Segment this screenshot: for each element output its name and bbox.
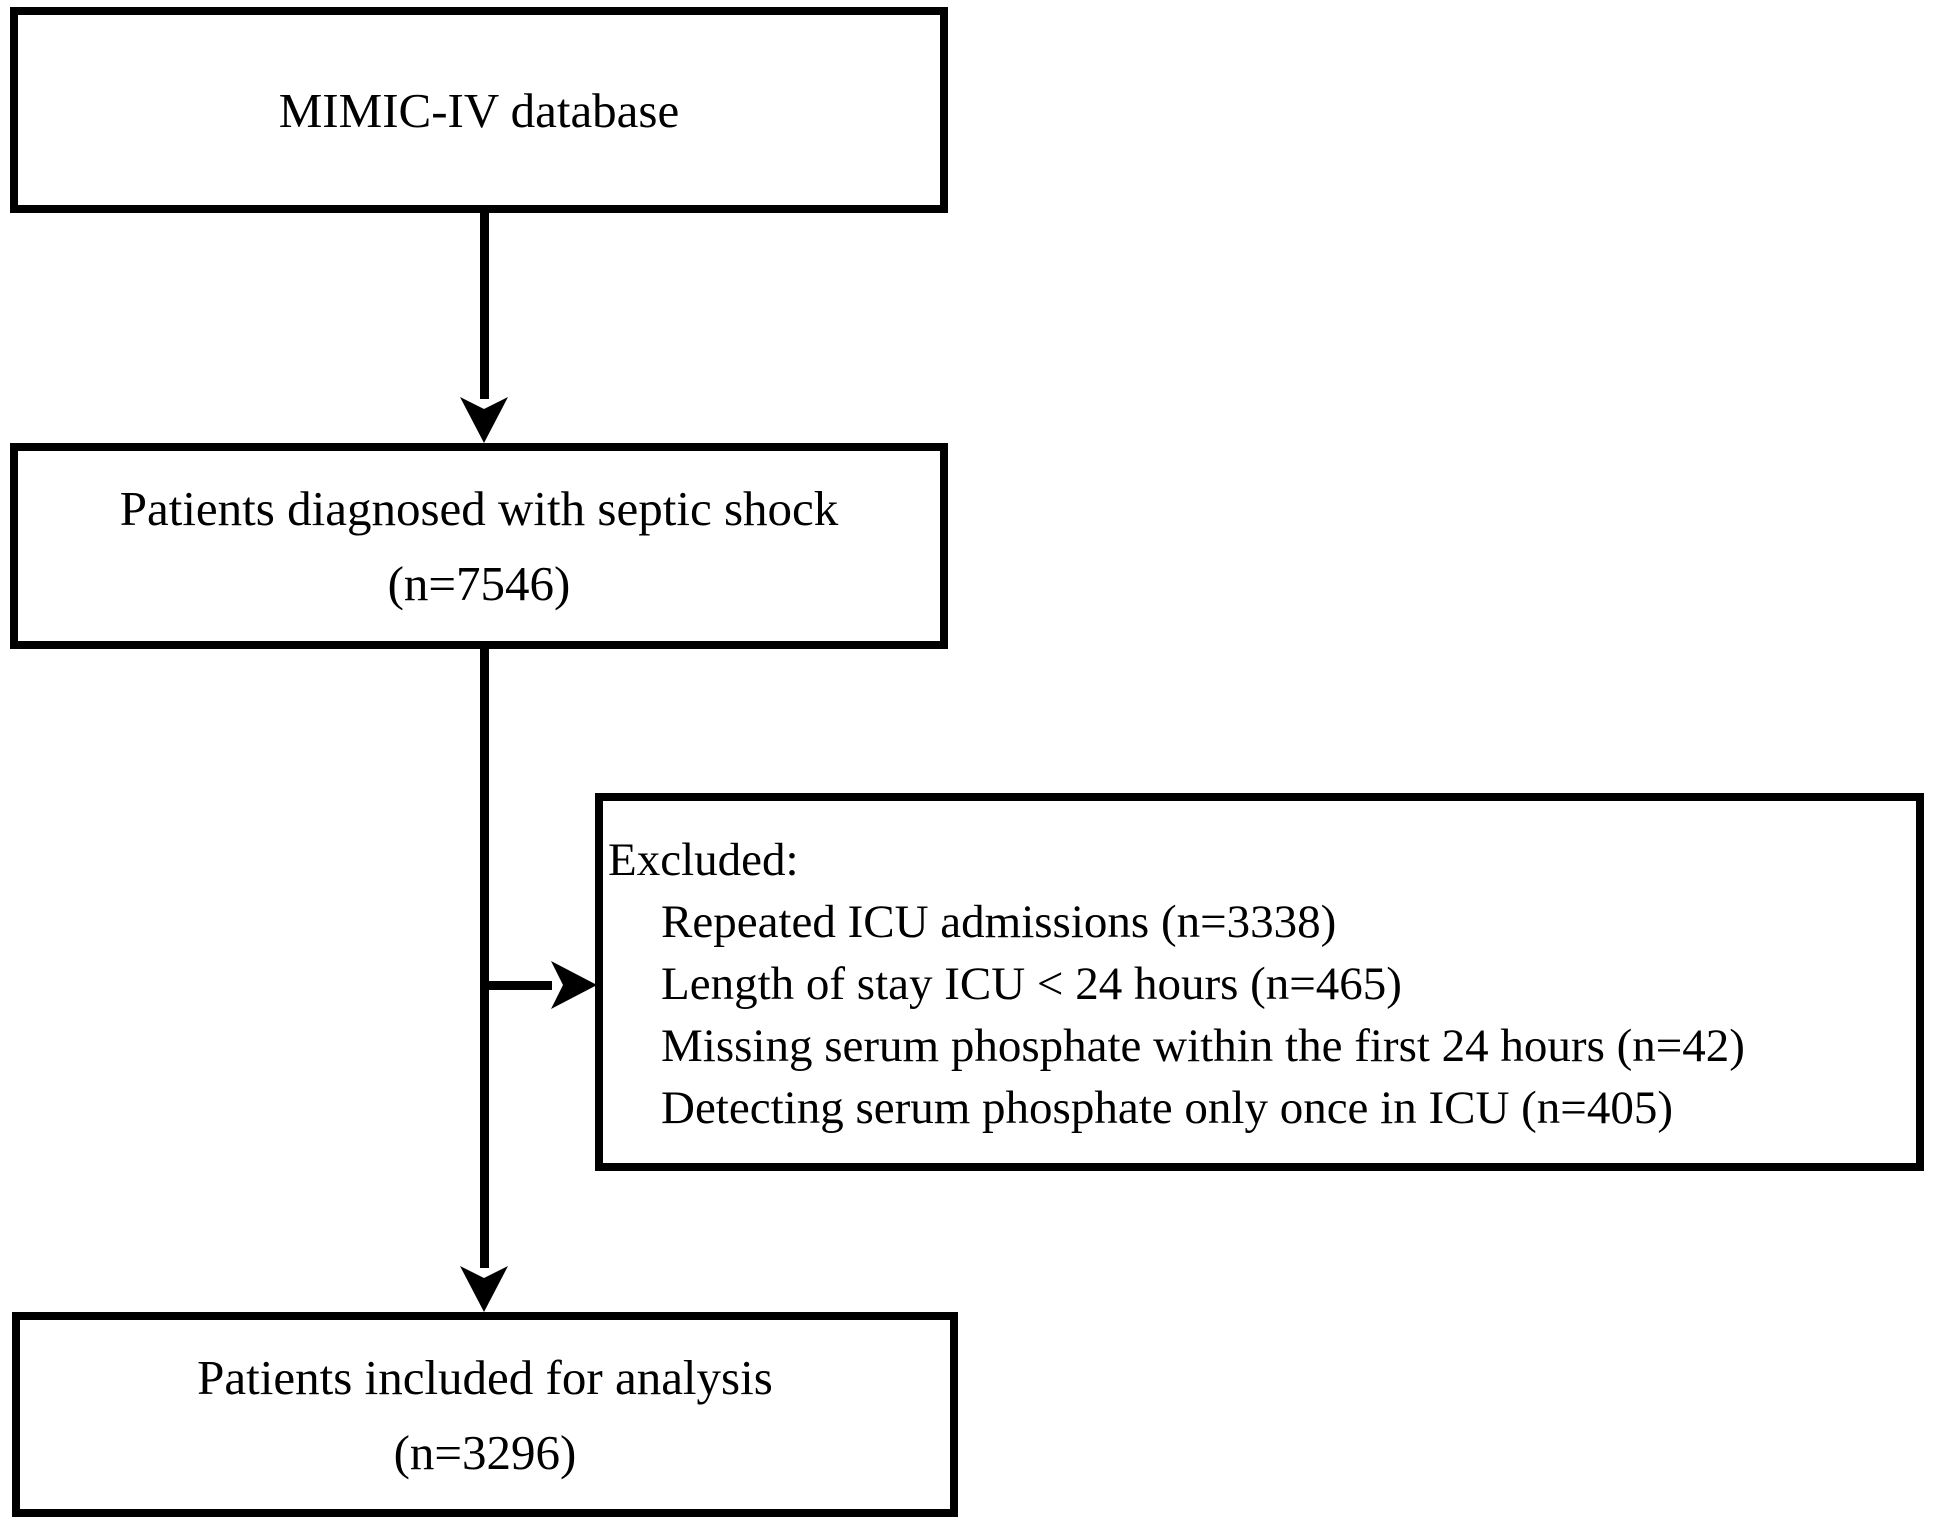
septic-shock-label: Patients diagnosed with septic shock: [119, 481, 839, 536]
flow-box-septic-shock: [10, 443, 948, 649]
arrowhead-down-icon: [460, 397, 508, 443]
arrowhead-down-icon: [460, 1266, 508, 1312]
flow-box-mimic-database: [10, 7, 948, 213]
septic-shock-count: (n=7546): [387, 556, 571, 611]
excluded-title: Excluded:: [608, 834, 799, 886]
arrowhead-right-icon: [551, 961, 599, 1007]
excluded-item-single-phosphate: Detecting serum phosphate only once in ICU (n=405): [661, 1082, 1673, 1134]
included-label: Patients included for analysis: [197, 1349, 773, 1405]
arrow-line-branch-to-excluded: [484, 981, 552, 990]
mimic-database-label: MIMIC-IV database: [278, 82, 680, 138]
included-count: (n=3296): [393, 1424, 577, 1480]
arrow-line-diagnosed-to-included: [480, 649, 489, 1268]
excluded-item-short-stay: Length of stay ICU < 24 hours (n=465): [661, 958, 1402, 1010]
excluded-item-missing-phosphate: Missing serum phosphate within the first 24 hours (n=42): [661, 1020, 1745, 1072]
flow-box-included: [12, 1312, 958, 1517]
flow-box-excluded: [595, 793, 1924, 1171]
excluded-item-repeated-admissions: Repeated ICU admissions (n=3338): [661, 896, 1337, 948]
arrow-line-source-to-diagnosed: [480, 213, 489, 399]
